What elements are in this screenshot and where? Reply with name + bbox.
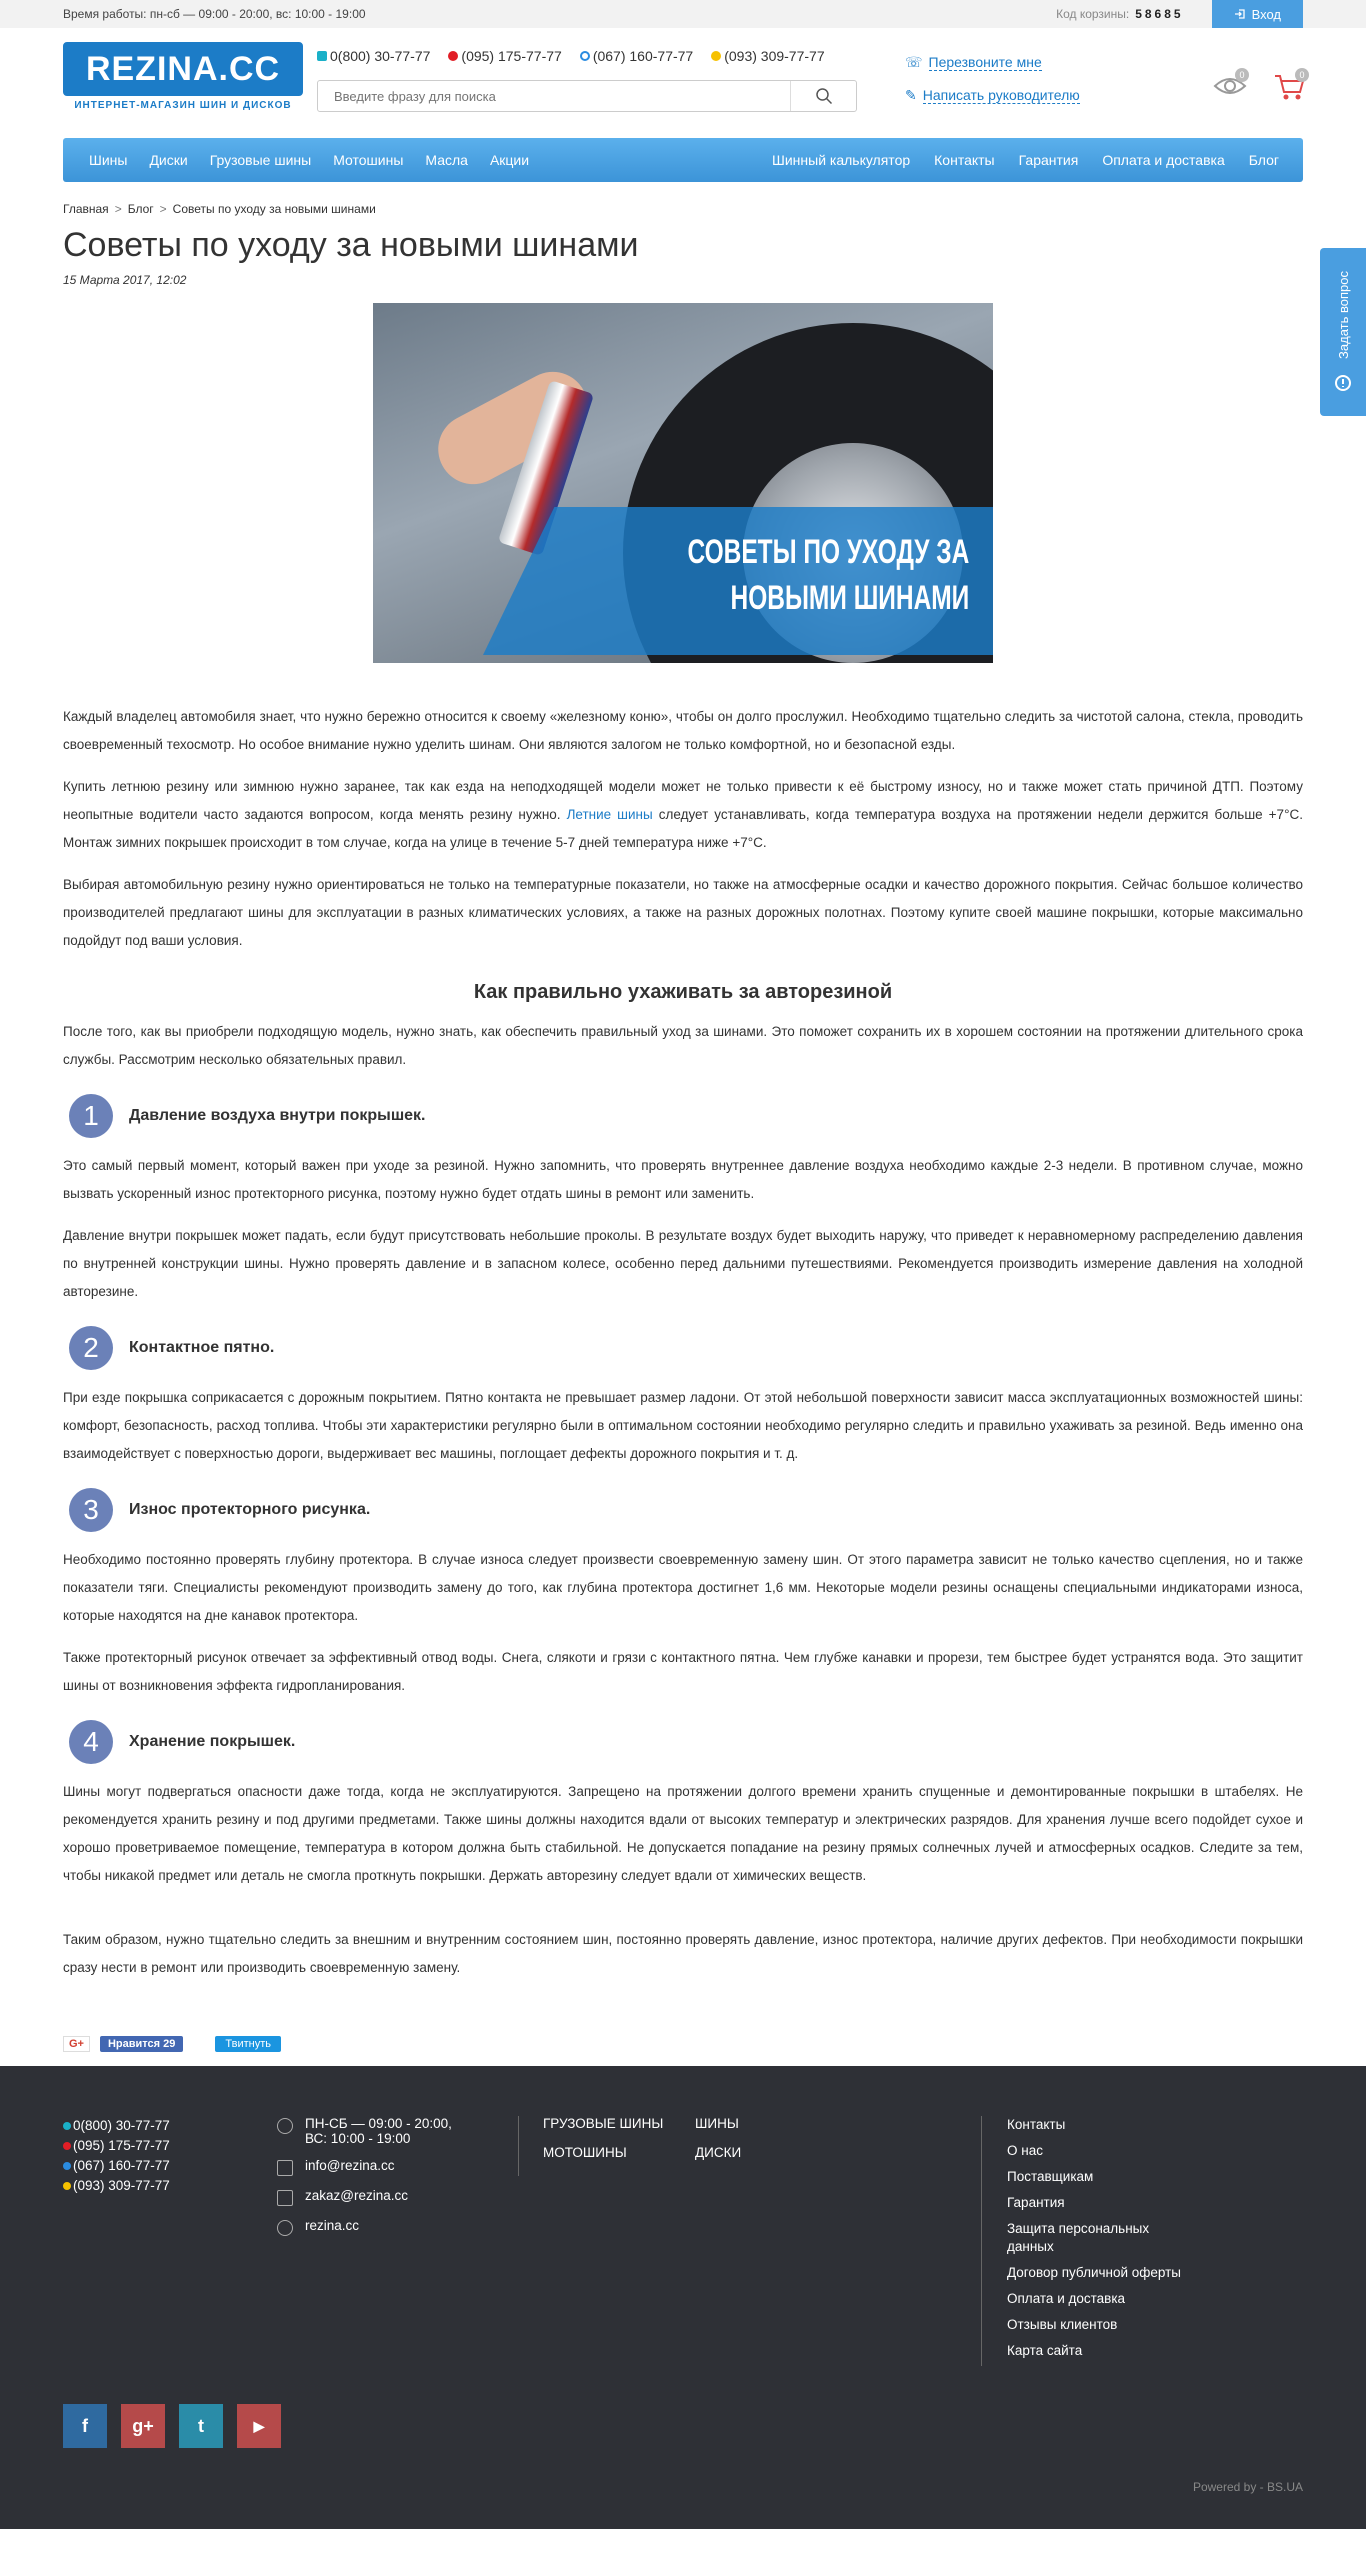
footer-skype[interactable]: rezina.cc: [277, 2218, 452, 2236]
footer-divider: [518, 2116, 519, 2176]
footer-link-suppliers[interactable]: Поставщикам: [1007, 2169, 1094, 2184]
clock-icon: [277, 2118, 293, 2134]
site-footer: [0, 2066, 1366, 2529]
footer-email[interactable]: info@rezina.cc: [277, 2158, 452, 2176]
logo[interactable]: [63, 42, 303, 111]
nav-item-wheels[interactable]: Диски: [149, 152, 188, 168]
step-number: 2: [69, 1326, 113, 1370]
nav-item-oils[interactable]: Масла: [425, 152, 468, 168]
footer-hours: ПН-СБ — 09:00 - 20:00, ВС: 10:00 - 19:00: [277, 2116, 452, 2146]
step-heading: [69, 1094, 1303, 1138]
step-title: Хранение покрышек.: [129, 1733, 296, 1750]
write-manager-link[interactable]: ✎ Написать руководителю: [905, 87, 1080, 103]
footer-socials: [63, 2404, 281, 2448]
header-phones: [317, 48, 825, 64]
step-number: 1: [69, 1094, 113, 1138]
footer-contacts: [277, 2116, 452, 2248]
skype-icon: [277, 2220, 293, 2236]
cart-count-badge: 0: [1295, 68, 1309, 82]
article-paragraph: При езде покрышка соприкасается с дорожным покрытием. Пятно контакта не превышает размер ладони. От этой небольшой поверхности зависит масса эксплуатационных возможностей шины: комфорт, безопасность, расход топлива. Чтобы эти характеристики регулярно были в оптимальном состоянии необходимо регулярно следить и правильно ухаживать за резиной. Ведь именно она взаимодействует с поверхностью дороги, выдерживает вес машины, поглощает дефекты дорожного покрытия и т. д.: [63, 1390, 1303, 1461]
cart-button[interactable]: [1273, 72, 1307, 102]
article-paragraph: Давление внутри покрышек может падать, если будут присутствовать небольшие проколы. В результате воздух будет выходить наружу, что приведет к неравномерному распределению давления по внутренней конструкции шины. Нужно проверять давление и в запасном колесе, особенно перед дальними путешествиями. Рекомендуется производить измерение давления на холодной авторезине.: [63, 1228, 1303, 1299]
phone-item[interactable]: (093) 309-77-77: [711, 48, 824, 64]
step-title: Давление воздуха внутри покрышек.: [129, 1107, 426, 1124]
phone-icon: [317, 51, 327, 61]
phone-item[interactable]: (067) 160-77-77: [580, 48, 693, 64]
nav-item-promotions[interactable]: Акции: [489, 152, 530, 168]
nav-item-payment-delivery[interactable]: Оплата и доставка: [1102, 152, 1225, 168]
vodafone-icon: [448, 51, 458, 61]
facebook-like-button[interactable]: Нравится 29: [100, 2036, 183, 2052]
page-title: Советы по уходу за новыми шинами: [63, 226, 639, 264]
google-plus-share-button[interactable]: G+: [63, 2036, 90, 2052]
callback-link[interactable]: ☏ Перезвоните мне: [905, 54, 1042, 70]
vodafone-icon: [63, 2142, 71, 2150]
footer-link-wheels[interactable]: ДИСКИ: [695, 2145, 742, 2160]
phone-icon: ☏: [905, 54, 923, 70]
search-icon: [815, 87, 833, 105]
footer-link-privacy[interactable]: Защита персональных данных: [1007, 2221, 1150, 2254]
article-paragraph: Каждый владелец автомобиля знает, что нужно бережно относится к своему «железному коню», чтобы он долго прослужил. Необходимо тщательно следить за чистотой салона, стекла, проводить своевременный техосмотр. Но особое внимание нужно уделить шинам. Они являются залогом не только комфортной, но и безопасной езды.: [63, 709, 1303, 752]
lifecell-icon: [63, 2182, 71, 2190]
step-number: 4: [69, 1720, 113, 1764]
footer-email[interactable]: zakaz@rezina.cc: [277, 2188, 452, 2206]
header-icons: [1213, 72, 1307, 102]
facebook-icon[interactable]: f: [63, 2404, 107, 2448]
breadcrumb-blog[interactable]: Блог: [127, 202, 154, 216]
footer-phone[interactable]: (093) 309-77-77: [63, 2176, 170, 2196]
footer-link-reviews[interactable]: Отзывы клиентов: [1007, 2317, 1118, 2332]
footer-catalog: [543, 2116, 775, 2160]
breadcrumb-current: Советы по уходу за новыми шинами: [172, 202, 376, 216]
article: [63, 202, 1303, 2056]
article-paragraph: После того, как вы приобрели подходящую модель, нужно знать, как обеспечить правильный уход за шинами. Это поможет сохранить их в хорошем состоянии на протяжении длительного срока службы. Рассмотрим несколько обязательных правил.: [63, 1024, 1303, 1067]
footer-phone[interactable]: (067) 160-77-77: [63, 2156, 170, 2176]
summer-tires-link[interactable]: Летние шины: [566, 807, 653, 822]
step-title: Износ протекторного рисунка.: [129, 1501, 371, 1518]
powered-by[interactable]: Powered by - BS.UA: [1192, 2480, 1303, 2494]
search-button[interactable]: [790, 81, 856, 111]
footer-link-about[interactable]: О нас: [1007, 2143, 1043, 2158]
article-paragraph: Выбирая автомобильную резину нужно ориентироваться не только на температурные показатели, но также на атмосферные осадки и качество дорожного покрытия. Сейчас большое количество производителей предлагают шины для эксплуатации в разных климатических условиях, а также на разных дорожных полотнах. Поэтому купите своей машине покрышки, которые максимально подойдут под ваши условия.: [63, 877, 1303, 948]
hero-image: [373, 303, 993, 663]
footer-divider: [981, 2116, 982, 2366]
chat-icon: [1333, 373, 1353, 393]
logo-subtitle: ИНТЕРНЕТ-МАГАЗИН ШИН И ДИСКОВ: [74, 100, 292, 111]
nav-item-tires[interactable]: Шины: [89, 152, 128, 168]
step-heading: [69, 1720, 1303, 1764]
ask-question-label: Задать вопрос: [1335, 271, 1351, 359]
working-hours: Время работы: пн-сб — 09:00 - 20:00, вс: 10:00 - 19:00: [63, 7, 366, 21]
viewed-count-badge: 0: [1235, 68, 1249, 82]
logo-text: REZINA.CC: [85, 49, 281, 88]
nav-item-tire-calculator[interactable]: Шинный калькулятор: [772, 152, 911, 168]
nav-left: [75, 152, 540, 168]
pencil-icon: ✎: [905, 87, 917, 103]
article-date: 15 Марта 2017, 12:02: [63, 273, 187, 287]
footer-link-contacts[interactable]: Контакты: [1007, 2117, 1066, 2132]
article-conclusion: Таким образом, нужно тщательно следить за внешним и внутренним состоянием шин, постоянно проверять давление, износ протектора, наличие других дефектов. При необходимости покрышки сразу нести в ремонт или производить своевременную замену.: [63, 1932, 1303, 1975]
tumblr-icon[interactable]: t: [179, 2404, 223, 2448]
nav-item-blog[interactable]: Блог: [1248, 152, 1279, 168]
hero-banner-text: СОВЕТЫ ПО УХОДУ ЗА НОВЫМИ ШИНАМИ: [687, 533, 969, 617]
tweet-button[interactable]: Твитнуть: [215, 2036, 281, 2052]
step-number: 3: [69, 1488, 113, 1532]
nav-item-truck-tires[interactable]: Грузовые шины: [209, 152, 312, 168]
login-label: Вход: [1251, 6, 1281, 22]
step-heading: [69, 1488, 1303, 1532]
footer-link-tires[interactable]: ШИНЫ: [695, 2116, 739, 2131]
footer-phone[interactable]: (095) 175-77-77: [63, 2136, 170, 2156]
footer-link-warranty[interactable]: Гарантия: [1007, 2195, 1065, 2210]
step-heading: [69, 1326, 1303, 1370]
search-input[interactable]: [318, 81, 790, 111]
footer-link-truck-tires[interactable]: ГРУЗОВЫЕ ШИНЫ: [543, 2116, 664, 2131]
header-links: [905, 54, 1080, 120]
section-heading: Как правильно ухаживать за авторезиной: [473, 981, 893, 1003]
kyivstar-icon: [580, 51, 590, 61]
phone-icon: [63, 2122, 71, 2130]
nav-right: [760, 152, 1291, 168]
footer-info-links: [1007, 2116, 1197, 2368]
share-buttons: [63, 2032, 1303, 2056]
login-button[interactable]: [1212, 0, 1303, 28]
google-plus-icon[interactable]: g+: [121, 2404, 165, 2448]
lifecell-icon: [711, 51, 721, 61]
footer-phones: [63, 2116, 170, 2196]
cart-code-value: 58685: [1135, 7, 1184, 21]
kyivstar-icon: [63, 2162, 71, 2170]
youtube-icon[interactable]: ▶: [237, 2404, 281, 2448]
footer-link-sitemap[interactable]: Карта сайта: [1007, 2343, 1083, 2358]
main-nav: [0, 138, 1366, 182]
nav-item-contacts[interactable]: Контакты: [934, 152, 995, 168]
site-header: [0, 28, 1366, 138]
breadcrumb: Главная > Блог > Советы по уходу за новыми шинами: [63, 202, 376, 216]
footer-link-moto-tires[interactable]: МОТОШИНЫ: [543, 2145, 627, 2160]
article-paragraph: Купить летнюю резину или зимнюю нужно заранее, так как езда на неподходящей модели может не только привести к её быстрому износу, но и также может стать причиной ДТП. Поэтому неопытные водители часто задаются вопросом, когда менять резину нужно. Летние шины следует устанавливать, когда температура воздуха на протяжении недели держится больше +7°С. Монтаж зимних покрышек происходит в том случае, когда на улице в течение 5-7 дней температура ниже +7°С.: [63, 779, 1303, 850]
mail-icon: [277, 2160, 293, 2176]
nav-item-moto-tires[interactable]: Мотошины: [333, 152, 404, 168]
article-paragraph: Это самый первый момент, который важен при уходе за резиной. Нужно запомнить, что проверять внутреннее давление воздуха необходимо каждые 2-3 недели. В противном случае, можно вызвать ускоренный износ протекторного рисунка, поэтому нужно будет отдать шины в ремонт или заменить.: [63, 1158, 1303, 1201]
ask-question-tab[interactable]: [1320, 248, 1366, 416]
nav-item-warranty[interactable]: Гарантия: [1018, 152, 1079, 168]
step-title: Контактное пятно.: [129, 1339, 275, 1356]
article-paragraph: Шины могут подвергаться опасности даже тогда, когда не эксплуатируются. Запрещено на протяжении долгого времени хранить спущенные и демонтированные покрышки в штабелях. Не рекомендуется хранить резину и под другими предметами. Также шины должны находится вдали от высоких температур и электрических разрядов. Для хранения лучше всего подойдет сухое и хорошо проветриваемое помещение, температура в котором должна быть стабильной. Не допускается попадание на резину прямых солнечных лучей и атмосферных осадков. Следите за тем, чтобы никакой предмет или деталь не смогла проткнуть покрышки. Держать авторезину следует вдали от химических веществ.: [63, 1784, 1303, 1883]
mail-icon: [277, 2190, 293, 2206]
viewed-products-button[interactable]: [1213, 72, 1247, 102]
article-paragraph: Необходимо постоянно проверять глубину протектора. В случае износа следует произвести своевременную замену шин. От этого параметра зависит не только качество сцепления, но и также показатели тяги. Специалисты рекомендуют производить замену до того, как глубина протектора достигнет 1,6 мм. Некоторые модели резины оснащены специальными индикаторами износа, которые находятся на дне канавок протектора.: [63, 1552, 1303, 1623]
article-paragraph: Также протекторный рисунок отвечает за эффективный отвод воды. Снега, слякоти и грязи с контактного пятна. Чем глубже канавки и прорези, тем быстрее будет устранятся вода. Это защитит шины от возникновения эффекта гидропланирования.: [63, 1650, 1303, 1693]
footer-link-offer[interactable]: Договор публичной оферты: [1007, 2265, 1181, 2280]
phone-item[interactable]: (095) 175-77-77: [448, 48, 561, 64]
breadcrumb-home[interactable]: Главная: [63, 202, 109, 216]
cart-code-label: Код корзины:: [1056, 7, 1130, 21]
footer-link-payment-delivery[interactable]: Оплата и доставка: [1007, 2291, 1126, 2306]
search-bar: [317, 80, 857, 112]
phone-item[interactable]: 0(800) 30-77-77: [317, 48, 430, 64]
topbar: [0, 0, 1366, 28]
footer-phone[interactable]: 0(800) 30-77-77: [63, 2116, 170, 2136]
login-icon: [1234, 8, 1246, 20]
